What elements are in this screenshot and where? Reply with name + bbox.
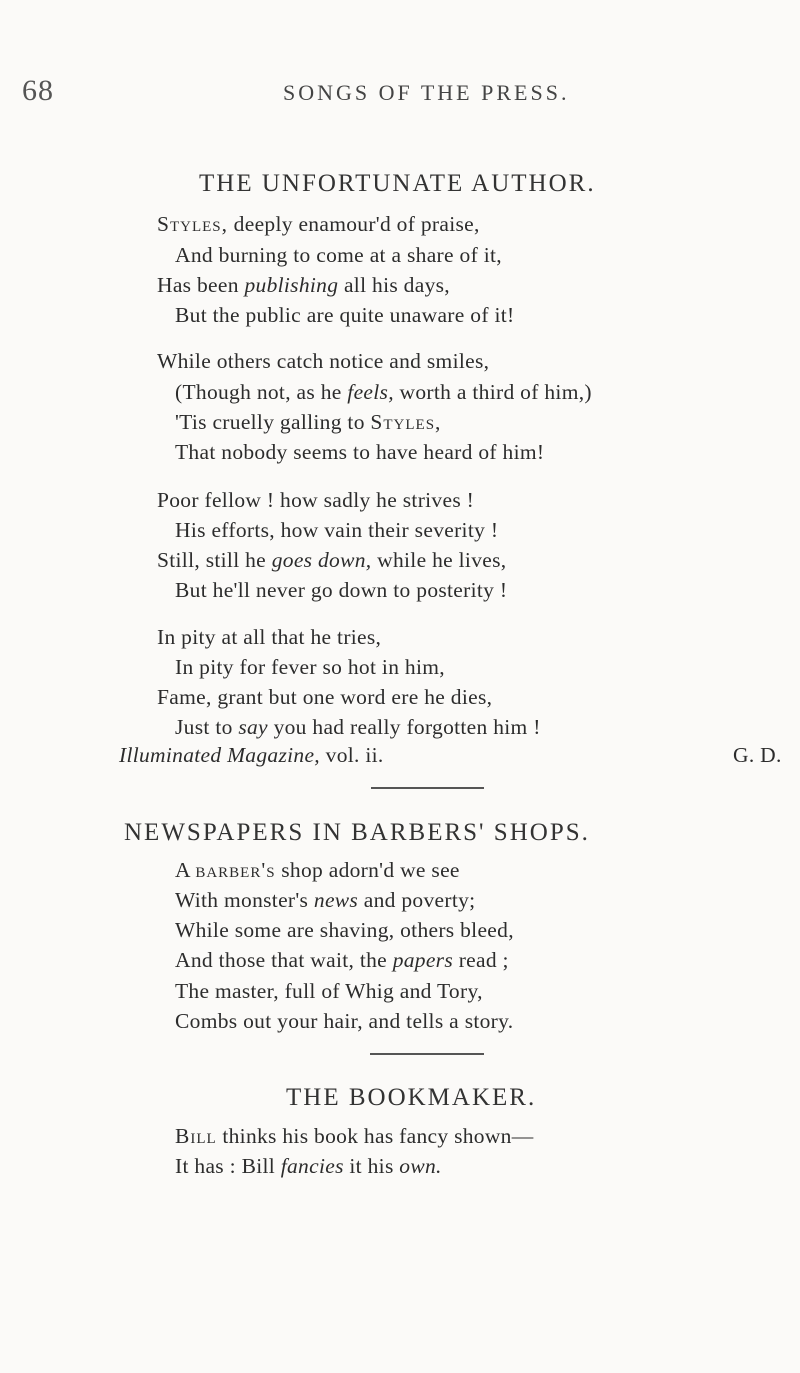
section-divider	[371, 787, 484, 789]
poem1-line: And burning to come at a share of it,	[175, 243, 502, 267]
poem-title-bookmaker: THE BOOKMAKER.	[286, 1084, 537, 1111]
section-divider	[370, 1053, 484, 1055]
poem1-line: 'Tis cruelly galling to Styles,	[175, 410, 442, 434]
poem2-line: A barber's shop adorn'd we see	[175, 858, 460, 882]
author-signature: G. D.	[733, 743, 782, 767]
name-styles: Styles,	[370, 410, 442, 434]
source-citation: Illuminated Magazine, vol. ii.	[119, 743, 384, 767]
poem1-line: In pity at all that he tries,	[157, 625, 382, 649]
poem2-line: With monster's news and poverty;	[175, 888, 476, 912]
poem1-line: Styles, deeply enamour'd of praise,	[157, 212, 480, 236]
poem2-line: While some are shaving, others bleed,	[175, 918, 514, 942]
poem2-line: And those that wait, the papers read ;	[175, 948, 509, 972]
poem2-line: The master, full of Whig and Tory,	[175, 979, 483, 1003]
poem1-line: Just to say you had really forgotten him !	[175, 715, 541, 739]
name-bill: Bill	[175, 1124, 217, 1148]
poem1-line: His efforts, how vain their severity !	[175, 518, 499, 542]
poem1-line: Still, still he goes down, while he lives,	[157, 548, 507, 572]
poem1-line: In pity for fever so hot in him,	[175, 655, 445, 679]
running-title: SONGS OF THE PRESS.	[283, 80, 570, 105]
poem-title-unfortunate-author: THE UNFORTUNATE AUTHOR.	[199, 170, 596, 197]
poem1-line: Poor fellow ! how sadly he strives !	[157, 488, 475, 512]
poem1-line: That nobody seems to have heard of him!	[175, 440, 545, 464]
poem2-line: Combs out your hair, and tells a story.	[175, 1009, 514, 1033]
poem1-line: Fame, grant but one word ere he dies,	[157, 685, 493, 709]
poem3-line: It has : Bill fancies it his own.	[175, 1154, 442, 1178]
poem1-line: While others catch notice and smiles,	[157, 349, 490, 373]
poem1-line: But he'll never go down to posterity !	[175, 578, 508, 602]
poem3-line: Bill thinks his book has fancy shown—	[175, 1124, 534, 1148]
poem1-line: Has been publishing all his days,	[157, 273, 450, 297]
poem1-line: (Though not, as he feels, worth a third of him,)	[175, 380, 592, 404]
poem-title-newspapers: NEWSPAPERS IN BARBERS' SHOPS.	[124, 819, 590, 846]
name-styles: Styles,	[157, 212, 228, 236]
poem1-line: But the public are quite unaware of it!	[175, 303, 515, 327]
page-number: 68	[22, 74, 54, 107]
